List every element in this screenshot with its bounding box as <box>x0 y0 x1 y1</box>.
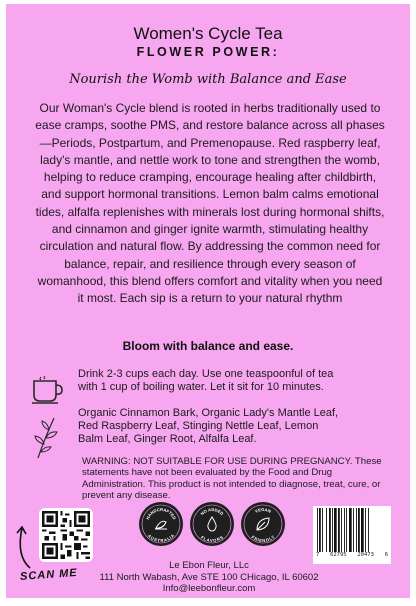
barcode <box>313 506 391 564</box>
no-added-flavors-badge <box>190 502 234 546</box>
barcode-bar <box>349 508 352 552</box>
handcrafted-badge <box>139 502 183 546</box>
product-title: Women's Cycle Tea <box>133 24 283 43</box>
vegan-friendly-badge <box>241 502 285 546</box>
product-subtitle: FLOWER POWER: <box>136 45 280 59</box>
badge-3-line1: VEGAN <box>254 506 272 514</box>
svg-text:NO ADDED <box>199 507 224 516</box>
badge-1-line1: HANDCRAFTED <box>144 506 178 521</box>
barcode-bar <box>368 508 369 552</box>
herb-sprig-icon <box>32 414 60 460</box>
barcode-digit-group: 6 <box>384 552 388 558</box>
brewing-directions: Drink 2-3 cups each day. Use one teaspoonful of tea with 1 cup of boiling water. Let it sit for 10 minutes. <box>78 368 334 393</box>
barcode-digit-group: 7 <box>316 552 320 558</box>
qr-code-icon <box>42 511 90 559</box>
tea-cup-icon <box>30 375 64 405</box>
company-info <box>96 560 322 595</box>
svg-text:AUSTRALIA <box>147 533 175 543</box>
warning-text: WARNING: NOT SUITABLE FOR USE DURING PREGNANCY. These statements have not been evaluated by the Food and Drug Administration. This product is not intended to diagnose, treat, cure, or prevent any disease. <box>82 456 382 502</box>
scan-me-label: SCAN ME <box>19 567 79 583</box>
badge-2-line1: NO ADDED <box>199 506 225 517</box>
company-email[interactable]: Info@leebonfleur.com <box>162 583 256 594</box>
ingredients-list: Organic Cinnamon Bark, Organic Lady's Mantle Leaf, Red Raspberry Leaf, Stinging Nettle Leaf, Lemon Balm Leaf, Ginger Root, Alfalfa Leaf. <box>78 407 339 445</box>
leaf-icon <box>257 518 269 530</box>
barcode-bar <box>332 508 333 552</box>
badge-3-line2: FRIENDLY <box>250 534 276 544</box>
curved-arrow-icon <box>12 522 40 570</box>
company-address: 111 North Wabash, Ave STE 100 CHicago, IL 60602 <box>99 571 319 583</box>
badge-2-line2: FLAVORS <box>199 534 224 544</box>
product-tagline: Nourish the Womb with Balance and Ease <box>69 72 347 87</box>
certification-badges <box>139 502 285 550</box>
barcode-bar <box>358 508 360 552</box>
barcode-bar <box>329 508 331 552</box>
barcode-bar <box>317 508 318 552</box>
product-description: Our Woman's Cycle blend is rooted in herbs traditionally used to ease cramps, soothe PMS, and restore balance across all phases—Periods, Postpartum, and Premenopause. Red raspberry leaf, lady's mantle, and nettle work to tone and strengthen the womb, helping to reduce cramping, encourage healing after childbirth, and support hormonal transitions. Lemon balm calms emotional tides, alfalfa replenishes with minerals lost during hormonal shifts, and cinnamon and ginger ignite warmth, stimulating healthy circulation and natural flow. By addressing the common need for balance, repair, and resilience through every season of womanhood, this blend offers comfort and vitality when you need it most. Each sip is a return to your natural rhythm <box>35 101 385 306</box>
barcode-digit-group: 20473 <box>357 552 374 558</box>
barcode-bar <box>326 508 327 552</box>
barcode-bar <box>338 508 340 552</box>
barcode-digit-group: 62795 <box>330 552 347 558</box>
barcode-bar <box>341 508 342 552</box>
barcode-bar <box>346 508 347 552</box>
tea-label <box>6 4 410 598</box>
bloom-slogan: Bloom with balance and ease. <box>122 339 294 353</box>
barcode-icon <box>316 508 388 552</box>
barcode-bar <box>334 508 337 552</box>
company-name: Le Ebon Fleur, LLc <box>169 560 249 571</box>
barcode-bar <box>322 508 323 552</box>
badge-1-line2: AUSTRALIA <box>146 533 176 544</box>
barcode-bar <box>356 508 357 552</box>
drop-icon <box>208 517 216 531</box>
svg-text:FRIENDLY <box>251 534 276 543</box>
barcode-bar <box>344 508 345 552</box>
barcode-bar <box>353 508 354 552</box>
barcode-bar <box>365 508 366 552</box>
qr-code[interactable] <box>39 508 93 562</box>
barcode-digits <box>316 552 388 558</box>
svg-text:VEGAN <box>254 507 272 514</box>
hand-leaf-icon <box>155 521 167 529</box>
barcode-bar <box>361 508 364 552</box>
svg-text:FLAVORS <box>200 535 224 543</box>
barcode-bar <box>319 508 321 552</box>
